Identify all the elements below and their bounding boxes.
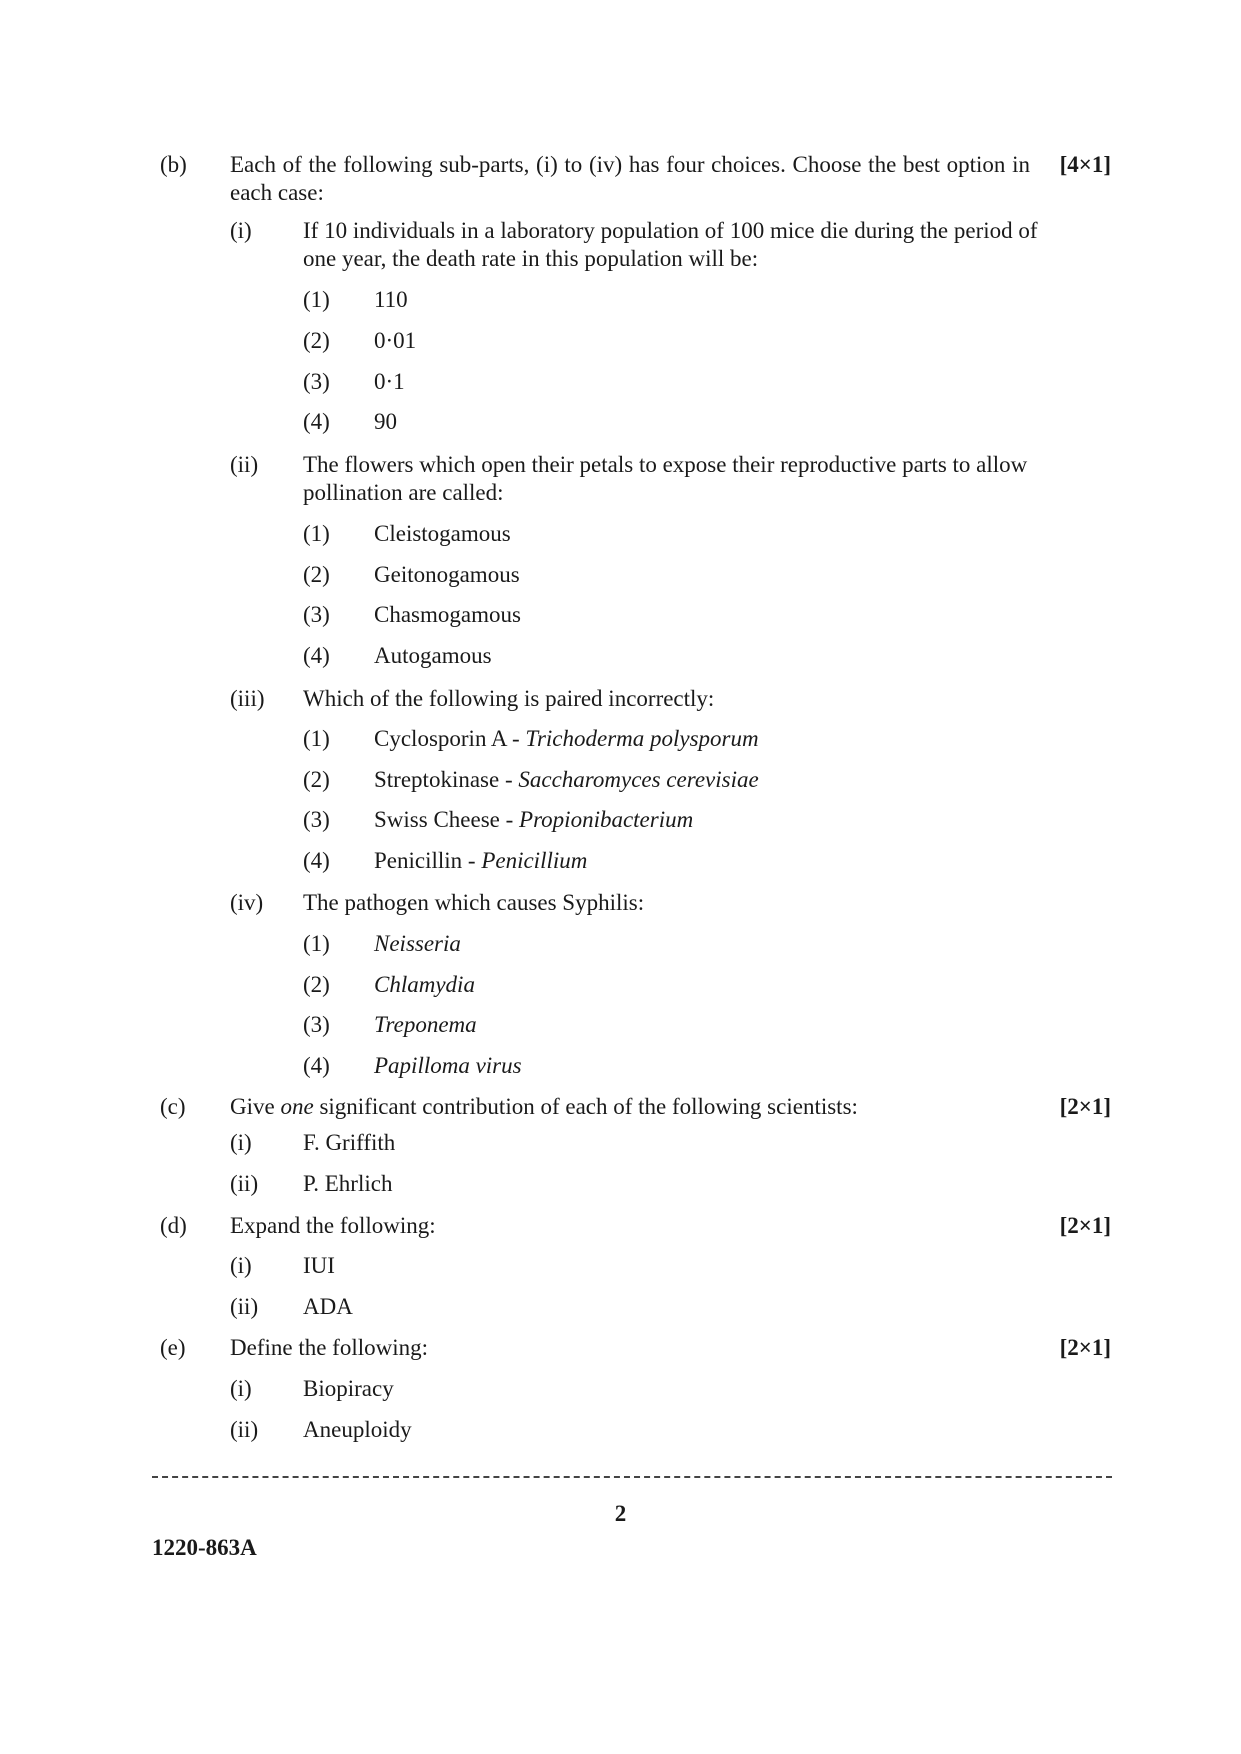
item-number: (ii)	[230, 1171, 259, 1196]
question-iii-text: Which of the following is paired incorrectly:	[303, 686, 715, 711]
option-text: Cyclosporin A - Trichoderma polysporum	[374, 726, 759, 751]
part-e-label: (e)	[160, 1335, 186, 1360]
option-number: (1)	[303, 931, 330, 956]
scientist-name: F. Griffith	[303, 1130, 396, 1155]
option-number: (4)	[303, 643, 330, 668]
option-text: Treponema	[374, 1012, 477, 1037]
paper-code: 1220-863A	[152, 1535, 257, 1560]
option-text: Streptokinase - Saccharomyces cerevisiae	[374, 767, 759, 792]
option-text: Papilloma virus	[374, 1053, 522, 1078]
abbreviation: ADA	[303, 1294, 353, 1319]
part-b-instruction: Each of the following sub-parts, (i) to (iv) has four choices. Choose the best option in each case:	[230, 152, 1030, 205]
part-c-label: (c)	[160, 1094, 186, 1119]
question-iv-label: (iv)	[230, 890, 264, 915]
term: Biopiracy	[303, 1376, 394, 1401]
option-text: 90	[374, 409, 397, 434]
part-d-instruction: Expand the following:	[230, 1213, 436, 1238]
option-number: (2)	[303, 562, 330, 587]
question-iii-label: (iii)	[230, 686, 265, 711]
part-e-instruction: Define the following:	[230, 1335, 429, 1360]
item-number: (ii)	[230, 1417, 259, 1442]
abbreviation: IUI	[303, 1253, 335, 1278]
option-number: (2)	[303, 328, 330, 353]
question-i-label: (i)	[230, 218, 252, 243]
option-text: Autogamous	[374, 643, 492, 668]
term: Aneuploidy	[303, 1417, 412, 1442]
option-number: (3)	[303, 807, 330, 832]
question-ii-text: The flowers which open their petals to expose their reproductive parts to allow pollination are called:	[303, 452, 1028, 505]
footer-divider	[152, 1476, 1112, 1478]
option-number: (2)	[303, 972, 330, 997]
option-number: (1)	[303, 726, 330, 751]
option-text: Neisseria	[374, 931, 461, 956]
item-number: (ii)	[230, 1294, 259, 1319]
question-iv-text: The pathogen which causes Syphilis:	[303, 890, 645, 915]
question-i-text: If 10 individuals in a laboratory population of 100 mice die during the period of one year, the death rate in this population will be:	[303, 218, 1038, 271]
option-number: (1)	[303, 287, 330, 312]
option-text: 0·1	[374, 369, 405, 394]
question-ii-label: (ii)	[230, 452, 259, 477]
part-d-label: (d)	[160, 1213, 187, 1238]
scientist-name: P. Ehrlich	[303, 1171, 393, 1196]
option-number: (2)	[303, 767, 330, 792]
option-text: Penicillin - Penicillium	[374, 848, 588, 873]
option-text: Chlamydia	[374, 972, 475, 997]
option-text: 110	[374, 287, 408, 312]
item-number: (i)	[230, 1130, 252, 1155]
part-e-marks: [2×1]	[1059, 1335, 1111, 1360]
option-text: Geitonogamous	[374, 562, 520, 587]
option-text: 0·01	[374, 328, 417, 353]
part-d-marks: [2×1]	[1059, 1213, 1111, 1238]
option-text: Cleistogamous	[374, 521, 511, 546]
part-c-marks: [2×1]	[1059, 1094, 1111, 1119]
part-b-marks: [4×1]	[1059, 152, 1111, 177]
option-number: (4)	[303, 409, 330, 434]
option-number: (1)	[303, 521, 330, 546]
item-number: (i)	[230, 1253, 252, 1278]
option-number: (4)	[303, 848, 330, 873]
option-number: (3)	[303, 1012, 330, 1037]
part-b-label: (b)	[160, 152, 187, 177]
option-text: Chasmogamous	[374, 602, 521, 627]
option-number: (4)	[303, 1053, 330, 1078]
part-c-instruction: Give one significant contribution of each of the following scientists:	[230, 1094, 858, 1119]
option-number: (3)	[303, 602, 330, 627]
option-text: Swiss Cheese - Propionibacterium	[374, 807, 694, 832]
option-number: (3)	[303, 369, 330, 394]
item-number: (i)	[230, 1376, 252, 1401]
page-number: 2	[614, 1501, 627, 1526]
